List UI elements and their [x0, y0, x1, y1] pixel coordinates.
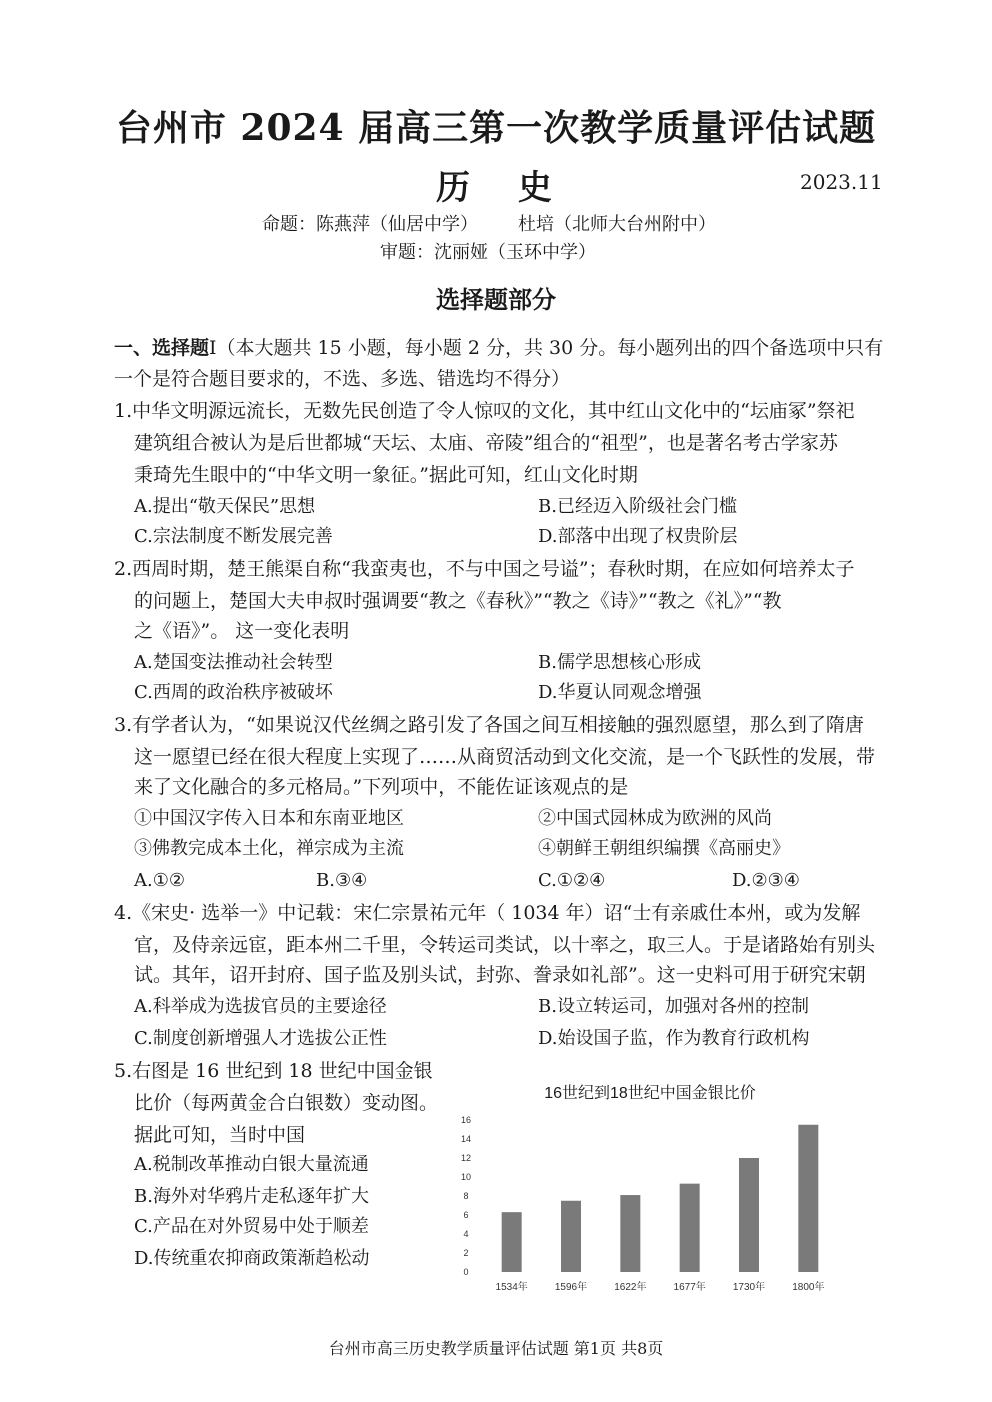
exam-date: 2023.11 [800, 170, 883, 194]
y-tick-label: 6 [463, 1210, 469, 1220]
question-3-line-3: 来了文化融合的多元格局。”下列项中，不能佐证该观点的是 [134, 776, 629, 798]
instructions-line-2: 一个是符合题目要求的，不选、多选、错选均不得分） [114, 368, 571, 390]
authors-second: 杜培（北师大台州附中） [518, 214, 716, 235]
question-3-item-2: ②中国式园林成为欧洲的风尚 [538, 808, 772, 829]
question-2-option-d[interactable]: D.华夏认同观念增强 [538, 682, 702, 703]
question-2-line-3: 之《语》”。 这一变化表明 [134, 620, 350, 642]
instructions-heading: 一、选择题 [114, 337, 210, 359]
question-4-option-a[interactable]: A.科举成为选拔官员的主要途径 [134, 996, 387, 1017]
question-3-option-d[interactable]: D.②③④ [732, 870, 800, 891]
question-3-item-3: ③佛教完成本土化，禅宗成为主流 [134, 838, 404, 859]
question-4-line-3: 试。其年，诏开封府、国子监及别头试，封弥、誊录如礼部”。这一史料可用于研究宋朝 [134, 964, 866, 986]
question-3-option-a[interactable]: A.①② [134, 870, 185, 891]
reviewer-line: 审题：沈丽娅（玉环中学） [380, 242, 596, 263]
question-4-line-2: 官，及侍亲远宦，距本州二千里，令转运司类试，以十率之，取三人。于是诸路始有别头 [134, 934, 876, 956]
x-tick-label: 1800年 [792, 1282, 825, 1293]
question-1-option-b[interactable]: B.已经迈入阶级社会门槛 [538, 496, 737, 517]
x-tick-label: 1622年 [614, 1282, 647, 1293]
question-2-option-b[interactable]: B.儒学思想核心形成 [538, 652, 701, 673]
x-tick-label: 1677年 [673, 1282, 706, 1293]
question-4-option-d[interactable]: D.始设国子监，作为教育行政机构 [538, 1028, 810, 1049]
chart-title: 16世纪到18世纪中国金银比价 [544, 1085, 756, 1102]
question-5-option-c[interactable]: C.产品在对外贸易中处于顺差 [134, 1216, 369, 1237]
question-3-item-4: ④朝鲜王朝组织编撰《高丽史》 [538, 838, 790, 859]
x-tick-label: 1596年 [554, 1282, 588, 1293]
section-title: 选择题部分 [436, 285, 556, 314]
question-5-line-2: 比价（每两黄金合白银数）变动图。 [134, 1092, 439, 1114]
bar [561, 1201, 581, 1272]
question-3-option-b[interactable]: B.③④ [316, 870, 368, 891]
question-1-line-3: 秉琦先生眼中的“中华文明一象征。”据此可知，红山文化时期 [134, 464, 638, 486]
exam-title: 台州市 2024 届高三第一次教学质量评估试题 [115, 107, 877, 149]
instructions-text: Ⅰ（本大题共 15 小题，每小题 2 分，共 30 分。每小题列出的四个备选项中只有 [209, 337, 884, 359]
page-footer: 台州市高三历史教学质量评估试题 第1页 共8页 [328, 1339, 664, 1358]
y-tick-label: 14 [460, 1134, 472, 1144]
question-1-line-2: 建筑组合被认为是后世都城“天坛、太庙、帝陵”组合的“祖型”，也是著名考古学家苏 [134, 432, 838, 454]
question-4-line-1: 4.《宋史· 选举一》中记载：宋仁宗景祐元年（ 1034 年）诏“士有亲戚仕本州，或为发解 [114, 902, 861, 924]
question-5-option-b[interactable]: B.海外对华鸦片走私逐年扩大 [134, 1186, 369, 1207]
y-tick-label: 10 [460, 1172, 472, 1182]
bar [680, 1184, 700, 1272]
y-tick-label: 8 [463, 1191, 469, 1201]
x-tick-label: 1730年 [732, 1282, 766, 1293]
bar [798, 1125, 818, 1272]
question-3-item-1: ①中国汉字传入日本和东南亚地区 [134, 808, 404, 829]
question-3-line-1: 3.有学者认为，“如果说汉代丝绸之路引发了各国之间互相接触的强烈愿望，那么到了隋唐 [114, 714, 864, 736]
question-5-option-a[interactable]: A.税制改革推动白银大量流通 [134, 1154, 369, 1175]
y-tick-label: 2 [463, 1248, 469, 1258]
question-4-option-c[interactable]: C.制度创新增强人才选拔公正性 [134, 1028, 387, 1049]
y-tick-label: 16 [460, 1115, 472, 1125]
subject-title: 历 史 [436, 168, 570, 208]
gold-silver-ratio-chart [452, 1072, 848, 1308]
y-tick-label: 0 [463, 1267, 469, 1277]
bar [620, 1195, 640, 1272]
question-4-option-b[interactable]: B.设立转运司，加强对各州的控制 [538, 996, 809, 1017]
question-3-option-c[interactable]: C.①②④ [538, 870, 606, 891]
bar [502, 1212, 522, 1272]
question-3-line-2: 这一愿望已经在很大程度上实现了……从商贸活动到文化交流，是一个飞跃性的发展，带 [134, 746, 876, 768]
question-2-line-2: 的问题上，楚国大夫申叔时强调要“教之《春秋》”“教之《诗》”“教之《礼》”“教 [134, 590, 782, 612]
question-1-option-c[interactable]: C.宗法制度不断发展完善 [134, 526, 333, 547]
y-tick-label: 12 [460, 1153, 472, 1163]
authors-line [262, 210, 716, 236]
question-2-option-c[interactable]: C.西周的政治秩序被破坏 [134, 682, 333, 703]
question-5-option-d[interactable]: D.传统重农抑商政策渐趋松动 [134, 1248, 370, 1269]
question-5-line-1: 5.右图是 16 世纪到 18 世纪中国金银 [114, 1060, 433, 1082]
x-tick-label: 1534年 [495, 1282, 528, 1293]
authors-label: 命题：陈燕萍（仙居中学） [262, 214, 478, 235]
question-2-line-1: 2.西周时期，楚王熊渠自称“我蛮夷也，不与中国之号谥”；春秋时期，在应如何培养太子 [114, 558, 855, 580]
question-1-option-a[interactable]: A.提出“敬天保民”思想 [134, 496, 316, 517]
question-1-option-d[interactable]: D.部落中出现了权贵阶层 [538, 526, 738, 547]
bar [739, 1158, 759, 1272]
question-1-line-1: 1.中华文明源远流长，无数先民创造了令人惊叹的文化，其中红山文化中的“坛庙冢”祭祀 [114, 400, 855, 422]
instructions-line-1 [114, 333, 883, 363]
y-tick-label: 4 [463, 1229, 469, 1239]
chart-plot [452, 1072, 848, 1308]
question-2-option-a[interactable]: A.楚国变法推动社会转型 [134, 652, 333, 673]
question-5-line-3: 据此可知，当时中国 [134, 1124, 306, 1146]
